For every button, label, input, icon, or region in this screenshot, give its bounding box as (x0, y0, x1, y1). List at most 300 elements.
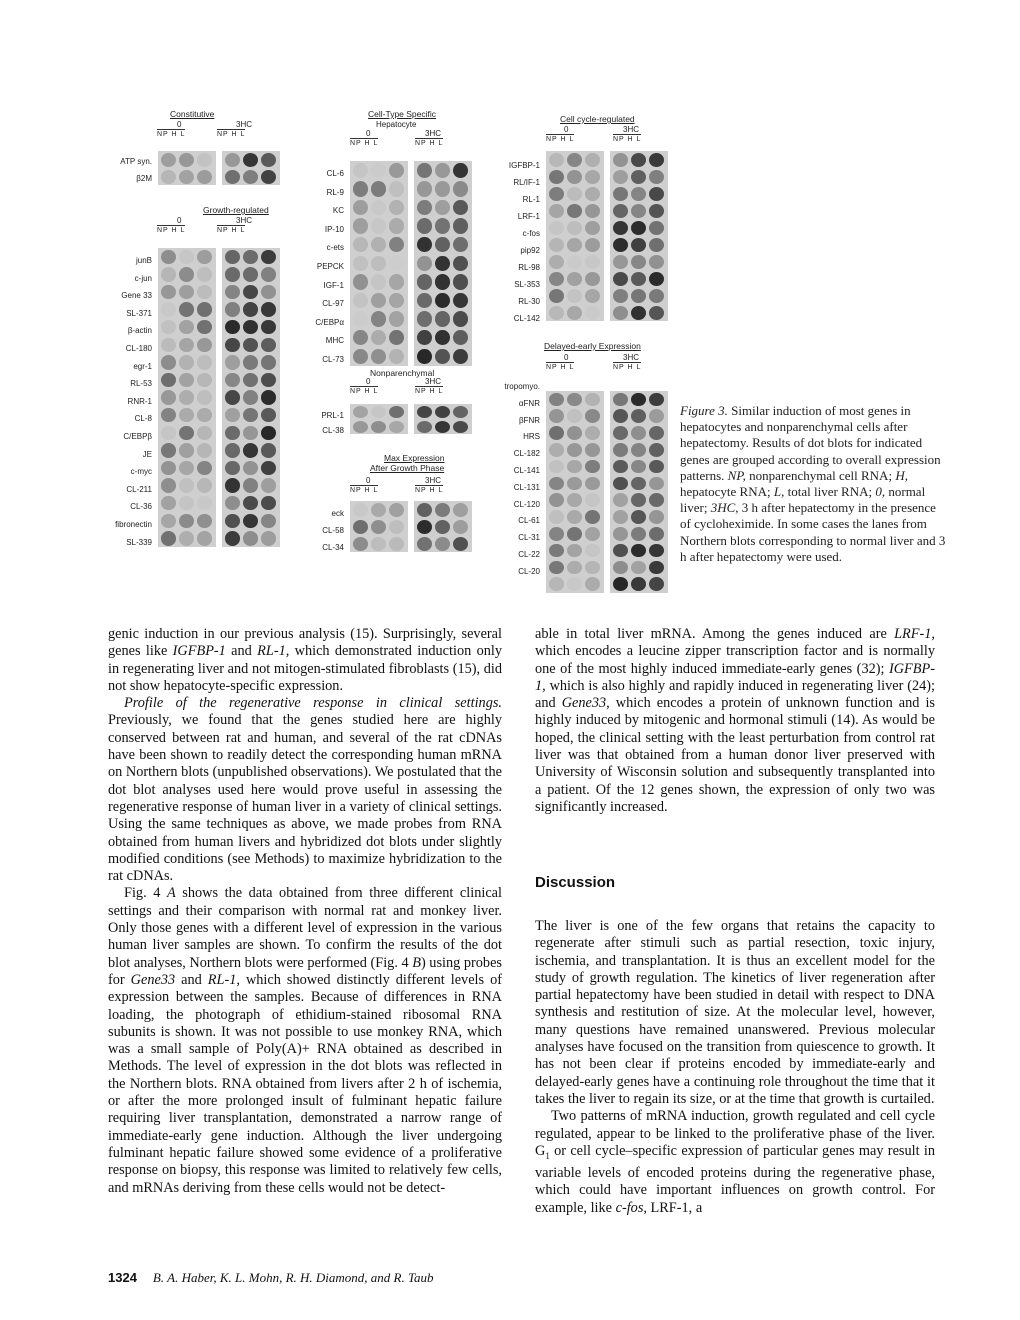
panel-title: Constitutive (170, 109, 215, 119)
blot-dot (649, 477, 664, 491)
blot-dot (567, 204, 582, 218)
gene-label: CL-61 (518, 516, 540, 526)
gene-list (260, 408, 344, 438)
blot-dot (197, 170, 212, 184)
blot-dot (243, 443, 258, 458)
blot-dot (417, 218, 432, 234)
blot-dot (549, 527, 564, 541)
blot-dot (631, 187, 646, 201)
blot-dot (631, 426, 646, 440)
blot-dot (549, 153, 564, 167)
blot-dot (179, 170, 194, 184)
blot-dot (371, 537, 386, 551)
blot-dot (243, 267, 258, 282)
blot-dot (225, 170, 240, 184)
blot-dot (417, 293, 432, 309)
blot-dot (649, 153, 664, 167)
blot-dot (613, 510, 628, 524)
blot-dot (567, 289, 582, 303)
lane-heading: NP H L (546, 364, 575, 371)
subsection-heading: Profile of the regenerative response in clinical settings. (124, 695, 502, 712)
blot-dot (353, 218, 368, 234)
blot-dot (649, 527, 664, 541)
blot-dot (549, 306, 564, 320)
left-column (108, 626, 502, 1197)
authors: B. A. Haber, K. L. Mohn, R. H. Diamond, and R. Taub (152, 1270, 434, 1285)
blot-dot (353, 520, 368, 534)
blot-dot (435, 311, 450, 327)
gene-label: PRL-1 (321, 411, 344, 420)
blot-dot (567, 393, 582, 407)
blot-dot (585, 510, 600, 524)
lane-heading: NP H L (350, 388, 379, 395)
blot-dot (243, 170, 258, 184)
gene-label: RNR-1 (127, 396, 152, 406)
blot-dot (243, 390, 258, 405)
blot-dot (649, 289, 664, 303)
time-zero-label: 0 (177, 216, 182, 225)
blot-dot (613, 477, 628, 491)
blot-dot (179, 426, 194, 441)
gene-label: CL-31 (518, 533, 540, 543)
blot-dot (613, 409, 628, 423)
gene-label: CL-38 (322, 426, 344, 435)
blot-dot (567, 170, 582, 184)
blot-dot (353, 163, 368, 179)
blot-dot (631, 289, 646, 303)
gene-label: CL-97 (322, 299, 344, 309)
blot-dot (225, 390, 240, 405)
blot-dot (549, 393, 564, 407)
gene-list (60, 153, 152, 187)
blot-dot (613, 426, 628, 440)
blot-dot (567, 493, 582, 507)
text-run: shows the data obtained from three different clinical settings and their comparison with normal rat and monkey liver. Only those genes with a different level of expression in the various human liver samples are shown. To confirm the results of the dot blot analyses, Northern blots were performed (Fig. 4 (108, 885, 502, 971)
gene-name: Gene33 (130, 971, 176, 988)
paragraph (108, 885, 502, 1196)
blot-dot (417, 503, 432, 517)
blot-dot (225, 302, 240, 317)
gene-label: c-jun (134, 273, 152, 283)
panel-title: Cell cycle-regulated (560, 114, 635, 124)
blot-dot (567, 272, 582, 286)
blot-dot (417, 406, 432, 418)
gene-label: egr-1 (133, 361, 152, 371)
blot-dot (371, 349, 386, 365)
lane-heading: NP H L (157, 227, 186, 234)
blot-dot (435, 256, 450, 272)
blot-dot (225, 267, 240, 282)
figure-3 (60, 105, 680, 605)
blot-dot (549, 187, 564, 201)
blot-dot (631, 306, 646, 320)
gene-label: CL-22 (518, 549, 540, 559)
blot-dot (649, 493, 664, 507)
gene-label: PEPCK (316, 261, 344, 271)
blot-dot (435, 163, 450, 179)
blot-dot (225, 338, 240, 353)
time-zero-label: 0 (177, 120, 182, 129)
gene-label: CL-141 (513, 465, 540, 475)
blot-dot (435, 537, 450, 551)
blot-dot (389, 537, 404, 551)
time-3hc-label: 3HC (236, 120, 253, 129)
blot-dot (549, 238, 564, 252)
gene-name: c-fos, (615, 1199, 647, 1216)
blot-dot (225, 355, 240, 370)
caption-label: Figure 3. (680, 403, 728, 418)
gene-label: CL-211 (126, 484, 152, 494)
blot-dot (613, 187, 628, 201)
blot-dot (585, 170, 600, 184)
gene-label: c-fos (522, 229, 540, 238)
blot-dot (649, 409, 664, 423)
blot-dot (585, 289, 600, 303)
gene-name: RL-1, (257, 643, 290, 660)
gene-name: Gene33, (561, 695, 610, 712)
blot-dot (243, 373, 258, 388)
blot-dot (613, 238, 628, 252)
time-zero-label: 0 (366, 129, 371, 138)
paragraph (108, 626, 502, 695)
blot-dot (353, 274, 368, 290)
text-run: which demonstrated induction only in regenerating liver and not mitogen-stimulated fibroblasts (15), did not show hepatocyte-specific expression. (108, 643, 502, 694)
blot-dot (567, 255, 582, 269)
blot-dot (225, 461, 240, 476)
blot-dot (585, 255, 600, 269)
blot-dot (179, 250, 194, 265)
blot-dot (435, 293, 450, 309)
text-run: genic induction in our previous analysis (15). Surprisingly, several genes like (108, 626, 502, 660)
blot-dot (631, 527, 646, 541)
blot-dot (225, 443, 240, 458)
blot-dot (225, 426, 240, 441)
blot-dot (161, 338, 176, 353)
blot-dot (371, 274, 386, 290)
blot-dot (549, 170, 564, 184)
blot-dot (197, 426, 212, 441)
gene-label: RL/IF-1 (513, 178, 540, 187)
blot-dot (453, 349, 468, 365)
blot-dot (197, 285, 212, 300)
time-zero-label: 0 (366, 476, 371, 485)
gene-list (60, 252, 152, 551)
blot-dot (567, 306, 582, 320)
blot-dot (435, 218, 450, 234)
caption-text: nonparenchymal cell RNA; (745, 467, 896, 483)
blot-dot (243, 478, 258, 493)
blot-dot (225, 514, 240, 529)
gene-list (260, 165, 344, 370)
blot-dot (179, 153, 194, 167)
text-run: Previously, we found that the genes studied here are highly conserved between rat and human, and several of the rat cDNAs have been shown to readily detect the corresponding human mRNA on Northern blots (unpublished observations). We postulated that the dot blot analyses used here would prove useful in assessing the regenerative response of human liver in a variety of clinical settings. Using the same techniques as above, we made probes from RNA obtained from human livers and hybridized dot blots under slightly modified conditions (see Methods) to maximize hybridization to the rat cDNAs. (108, 712, 502, 885)
blot-dot (179, 267, 194, 282)
blot-dot (179, 514, 194, 529)
blot-dot (197, 478, 212, 493)
lane-heading: NP H L (350, 140, 379, 147)
panel-title: Nonparenchymal (370, 368, 435, 378)
blot-dot (585, 204, 600, 218)
gene-label: CL-142 (513, 314, 540, 323)
blot-dot (353, 311, 368, 327)
blot-dot (631, 443, 646, 457)
gene-label: CL-120 (513, 499, 540, 509)
blot-dot (197, 390, 212, 405)
blot-dot (389, 163, 404, 179)
text-run: Two patterns of mRNA induction, growth regulated and cell cycle regulated, appear to be linked to the proliferative phase of the liver. G (535, 1108, 935, 1159)
subscript: 1 (545, 1150, 550, 1161)
blot-dot (613, 255, 628, 269)
blot-dot (567, 187, 582, 201)
blot-dot (353, 256, 368, 272)
blot-dot (197, 531, 212, 546)
blot-dot (631, 409, 646, 423)
lane-heading: NP H L (546, 136, 575, 143)
text-run: Fig. 4 (124, 885, 167, 902)
blot-dot (389, 181, 404, 197)
blot-dot (225, 153, 240, 167)
blot-dot (649, 255, 664, 269)
panel-title: After Growth Phase (370, 463, 445, 473)
blot-dot (353, 181, 368, 197)
blot-dot (243, 250, 258, 265)
lane-heading: NP H L (415, 487, 444, 494)
blot-dot (161, 267, 176, 282)
blot-dot (549, 204, 564, 218)
blot-dot (613, 289, 628, 303)
panel-subtitle: Hepatocyte (376, 120, 417, 129)
blot-dot (353, 537, 368, 551)
caption-term: 0, (875, 484, 886, 500)
text-run: able in total liver mRNA. Among the genes induced are (535, 626, 895, 642)
gene-label: CL-6 (326, 169, 344, 178)
blot-dot (417, 163, 432, 179)
blot-dot (649, 204, 664, 218)
blot-dot (417, 349, 432, 365)
blot-dot (371, 200, 386, 216)
blot-dot (417, 311, 432, 327)
right-column-bottom (535, 918, 935, 1217)
gene-name: RL-1, (207, 971, 240, 988)
gene-label: CL-20 (518, 566, 540, 576)
lane-heading: NP H L (613, 364, 642, 371)
blot-dot (435, 406, 450, 418)
blot-dot (161, 285, 176, 300)
gene-label: αFNR (518, 398, 540, 408)
gene-label: RL-53 (130, 379, 152, 389)
blot-dot (585, 409, 600, 423)
blot-dot (389, 274, 404, 290)
blot-dot (631, 477, 646, 491)
blot-dot (225, 531, 240, 546)
gene-label: CL-180 (125, 343, 152, 353)
blot-dot (435, 520, 450, 534)
blot-dot (261, 390, 276, 405)
blot-dot (631, 204, 646, 218)
gene-label: ATP syn. (120, 157, 152, 166)
blot-dot (417, 537, 432, 551)
blot-dot (613, 153, 628, 167)
blot-dot (161, 250, 176, 265)
blot-dot (613, 170, 628, 184)
lane-heading: NP H L (217, 227, 246, 234)
gene-label: fibronectin (115, 519, 152, 529)
blot-dot (417, 256, 432, 272)
blot-dot (161, 478, 176, 493)
gene-list (460, 379, 540, 581)
blot-dot (389, 218, 404, 234)
gene-name: IGFBP-1, (535, 660, 935, 694)
gene-label: SL-371 (126, 308, 152, 318)
paragraph (535, 1108, 935, 1217)
gene-list (260, 505, 344, 556)
blot-dot (161, 443, 176, 458)
blot-dot (161, 531, 176, 546)
time-3hc-label: 3HC (236, 216, 253, 225)
blot-dot (549, 289, 564, 303)
blot-dot (371, 520, 386, 534)
blot-dot (161, 373, 176, 388)
gene-label: SL-353 (514, 280, 540, 289)
paragraph (535, 626, 935, 816)
blot-dot (613, 493, 628, 507)
gene-label: RL-9 (326, 187, 344, 197)
blot-dot (353, 293, 368, 309)
blot-dot (585, 306, 600, 320)
time-3hc-label: 3HC (425, 129, 442, 138)
gene-label: C/EBPβ (123, 431, 152, 441)
blot-dot (161, 355, 176, 370)
blot-dot (585, 272, 600, 286)
blot-dot (417, 274, 432, 290)
blot-dot (613, 272, 628, 286)
blot-dot (371, 218, 386, 234)
panel-title: Delayed-early Expression (544, 341, 641, 351)
gene-label: c-ets (326, 243, 344, 253)
blot-dot (371, 406, 386, 418)
gene-label: CL-36 (130, 502, 152, 512)
gene-name: IGFBP-1 (172, 643, 226, 660)
gene-label: β-actin (127, 326, 152, 336)
gene-name: LRF-1, (894, 626, 935, 642)
blot-dot (179, 443, 194, 458)
blot-dot (631, 577, 646, 591)
blot-dot (649, 238, 664, 252)
time-zero-label: 0 (564, 125, 569, 134)
panel-title: Cell-Type Specific (368, 109, 437, 119)
lane-heading: NP H L (217, 131, 246, 138)
caption-term: H, (895, 467, 908, 483)
gene-label: pip92 (520, 246, 540, 255)
blot-dot (243, 426, 258, 441)
blot-dot (435, 200, 450, 216)
text-run: LRF-1, a (646, 1199, 703, 1216)
blot-dot (417, 421, 432, 433)
paragraph (108, 695, 502, 885)
blot-dot (567, 409, 582, 423)
panel-title: Max Expression (384, 453, 445, 463)
gene-label: βFNR (518, 415, 540, 425)
text-run: and (175, 971, 208, 988)
blot-dot (197, 338, 212, 353)
blot-dot (585, 393, 600, 407)
gene-label: CL-34 (322, 543, 344, 552)
blot-dot (261, 461, 276, 476)
paragraph: The liver is one of the few organs that retains the capacity to regenerate after stimuli such as partial resection, toxic injury, ischemia, and transplantation. It is thus an excellent model for the study of growth regulation. The kinetics of liver regeneration after partial hepatectomy have been studied in detail with respect to DNA synthesis and restitution of size. At the molecular level, however, many questions have remained unanswered. Previous molecular analyses have focused on the transition from quiescence to growth. It has not been clear if proteins encoded by immediate-early and delayed-early genes have a continuing role throughout the time that it takes the liver to regain its size, or at the time that growth is curtailed. (535, 918, 935, 1107)
blot-dot (549, 221, 564, 235)
blot-dot (549, 255, 564, 269)
gene-label: IP-10 (324, 224, 344, 234)
gene-label: CL-58 (322, 526, 344, 535)
gene-label: RL-1 (522, 195, 540, 204)
blot-dot (649, 561, 664, 575)
blot-dot (371, 311, 386, 327)
blot-dot (567, 561, 582, 575)
blot-dot (435, 181, 450, 197)
time-3hc-label: 3HC (425, 476, 442, 485)
gene-label: LRF-1 (517, 212, 540, 221)
blot-dot (243, 338, 258, 353)
blot-dot (585, 153, 600, 167)
blot-dot (631, 493, 646, 507)
blot-dot (567, 527, 582, 541)
blot-dot (631, 272, 646, 286)
blot-dot (631, 255, 646, 269)
blot-dot (567, 443, 582, 457)
page-footer (108, 1270, 434, 1286)
blot-dot (567, 577, 582, 591)
blot-dot (549, 510, 564, 524)
blot-dot (161, 514, 176, 529)
time-3hc-label: 3HC (623, 125, 640, 134)
blot-dot (371, 293, 386, 309)
blot-dot (585, 527, 600, 541)
blot-dot (585, 561, 600, 575)
gene-label: C/EBPα (315, 317, 344, 327)
lane-heading: NP H L (415, 388, 444, 395)
blot-dot (243, 531, 258, 546)
blot-dot (613, 204, 628, 218)
blot-dot (549, 561, 564, 575)
blot-dot (649, 187, 664, 201)
blot-dot (243, 514, 258, 529)
blot-dot (567, 221, 582, 235)
blot-dot (161, 426, 176, 441)
gene-label: RL-98 (518, 263, 540, 272)
figure-ref: A (166, 885, 176, 902)
blot-dot (161, 153, 176, 167)
panel-title: Growth-regulated (203, 205, 269, 215)
blot-dot (353, 421, 368, 433)
gene-label: IGFBP-1 (508, 161, 540, 170)
blot-dot (161, 390, 176, 405)
caption-text: total liver RNA; (784, 484, 876, 500)
blot-dot (261, 443, 276, 458)
blot-dot (197, 153, 212, 167)
blot-dot (161, 170, 176, 184)
lane-heading: NP H L (613, 136, 642, 143)
blot-dot (613, 577, 628, 591)
blot-dot (371, 256, 386, 272)
gene-label: tropomyo. (504, 382, 540, 391)
blot-dot (585, 221, 600, 235)
blot-dot (613, 393, 628, 407)
figure-ref: B (412, 954, 421, 971)
blot-dot (197, 267, 212, 282)
gene-label: β2M (136, 174, 152, 183)
blot-dot (225, 373, 240, 388)
blot-dot (631, 561, 646, 575)
